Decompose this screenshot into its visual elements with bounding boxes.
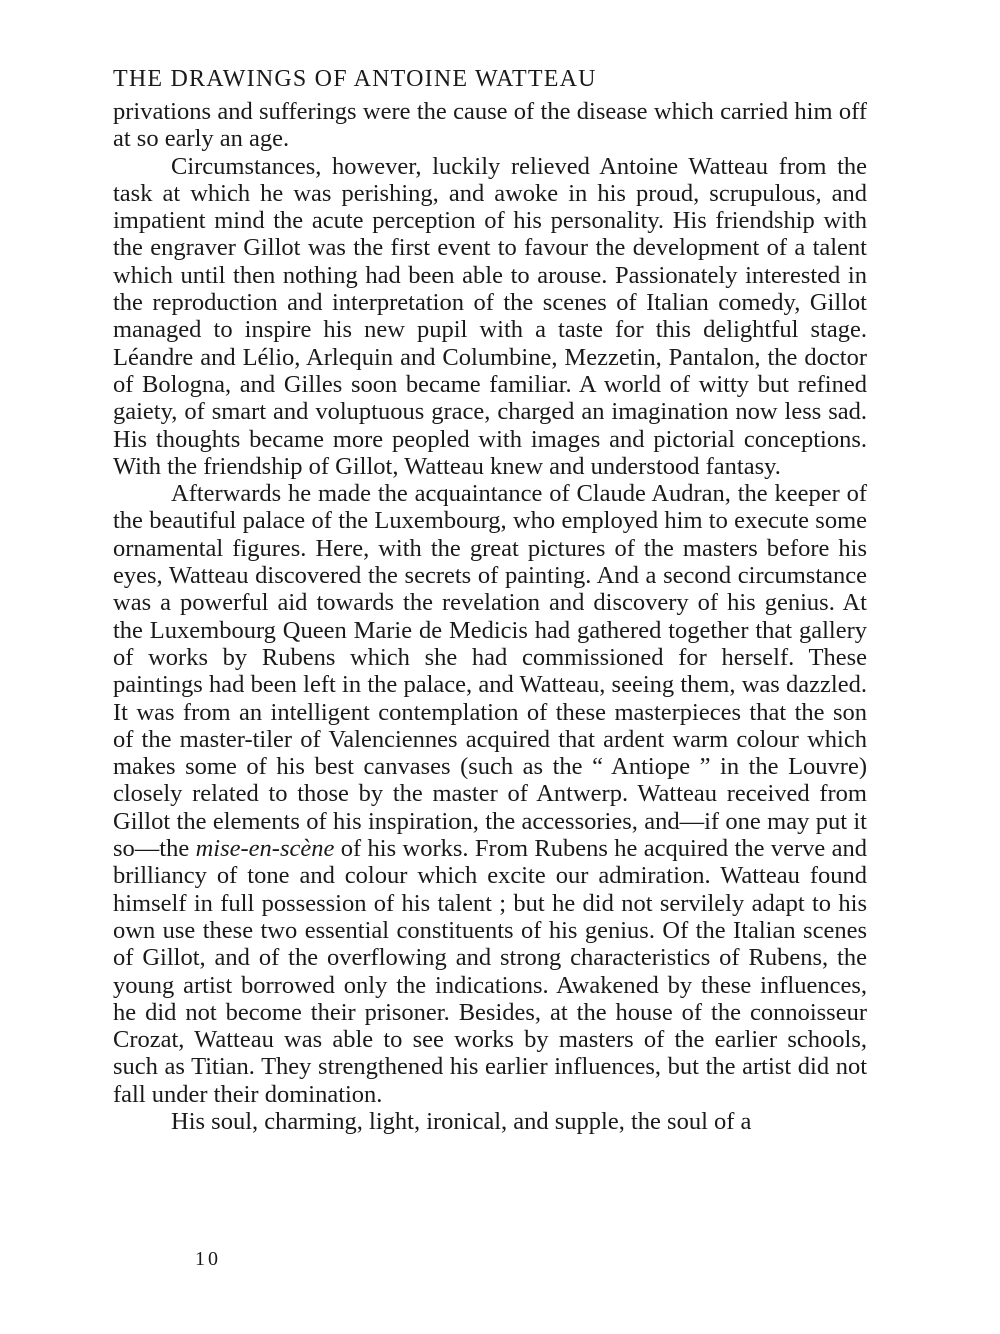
italic-term-mise-en-scene: mise-en-scène <box>195 835 335 863</box>
paragraph-his-soul: His soul, charming, light, ironical, and supple, the soul of a <box>171 1107 752 1135</box>
paragraph-continuation: privations and sufferings were the cause of the disease which carried him off at so early an age. <box>113 98 867 153</box>
paragraph-afterwards-text-after: of his works. From Rubens he acquired the verve and brilliancy of tone and colour which excite our admiration. Watteau found himself in full possession of his talent ; but he did not servilely adapt to his own use these two essential constituents of his genius. Of the Italian scenes of Gillot, and of the overflowing and strong characteristics of Rubens, the young artist borrowed only the indications. Awakened by these influences, he did not become their prisoner. Besides, at the house of the connoisseur Crozat, Watteau was able to see works by masters of the earlier schools, such as Titian. They strengthened his earlier influences, but the artist did not fall under their domination. <box>113 835 868 1108</box>
paragraph-afterwards-text-before: Afterwards he made the acquaintance of Claude Audran, the keeper of the beautiful palace of the Luxembourg, who employed him to execute some ornamental figures. Here, with the great pictures of the masters before his eyes, Watteau discovered the secrets of painting. And a second circumstance was a powerful aid towards the revelation and discovery of his genius. At the Luxembourg Queen Marie de Medicis had gathered together that gallery of works by Rubens which she had commissioned for herself. These paintings had been left in the palace, and Watteau, seeing them, was dazzled. It was from an intelligent contemplation of these masterpieces that the son of the master-tiler of Valenciennes acquired that ardent warm colour which makes some of his best canvases (such as the “ Antiope ” in the Louvre) closely related to those by the master of Antwerp. Watteau received from Gillot the elements of his inspiration, the accessories, and—if one may put it so—the <box>113 480 867 863</box>
page-number: 10 <box>195 1248 221 1270</box>
page-body <box>113 64 867 1135</box>
paragraph-circumstances: Circumstances, however, luckily relieved Antoine Watteau from the task at which he was perishing, and awoke in his proud, scrupulous, and impatient mind the acute perception of his personality. His friendship with the engraver Gillot was the first event to favour the development of a talent which until then nothing had been able to arouse. Passionately interested in the reproduction and interpretation of the scenes of Italian comedy, Gillot managed to inspire his new pupil with a taste for this delightful stage. Léandre and Lélio, Arlequin and Columbine, Mezzetin, Pantalon, the doctor of Bologna, and Gilles soon became familiar. A world of witty but refined gaiety, of smart and voluptuous grace, charged an imagination now less sad. His thoughts became more peopled with images and pictorial conceptions. With the friendship of Gillot, Watteau knew and understood fantasy. <box>113 152 867 480</box>
paragraph-afterwards <box>113 480 867 1108</box>
running-head: THE DRAWINGS OF ANTOINE WATTEAU <box>113 66 597 92</box>
